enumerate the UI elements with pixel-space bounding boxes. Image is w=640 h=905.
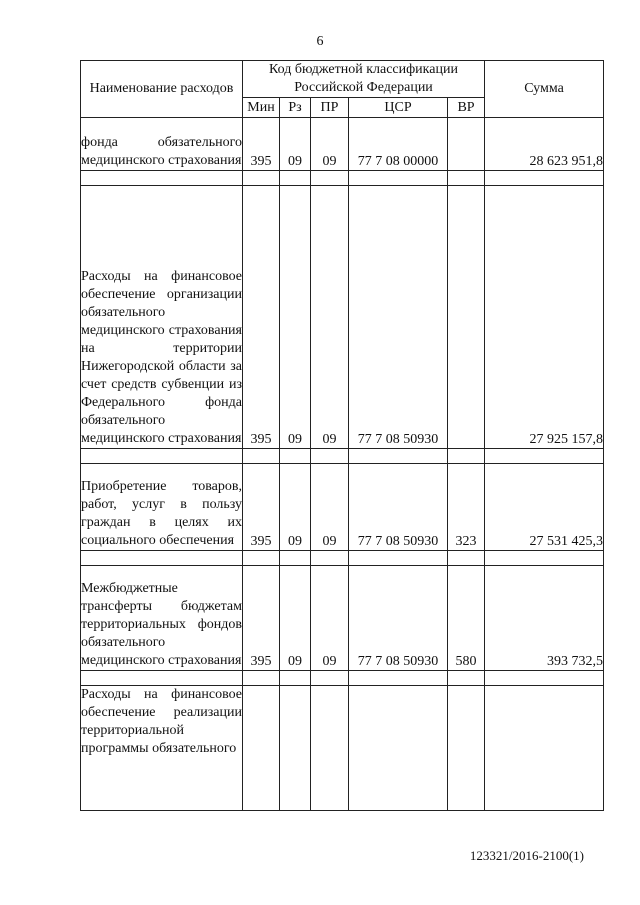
row-vr [448,186,485,449]
row-vr: 580 [448,566,485,671]
header-sum: Сумма [485,61,604,118]
row-min [243,686,280,811]
row-spacer [81,551,604,566]
row-min: 395 [243,464,280,551]
header-csr: ЦСР [349,98,448,118]
header-rz: Рз [280,98,311,118]
row-sum: 28 623 951,8 [485,118,604,171]
row-sum [485,686,604,811]
document-number: 123321/2016-2100(1) [469,848,584,863]
row-vr [448,118,485,171]
row-min: 395 [243,118,280,171]
row-spacer [81,449,604,464]
row-min: 395 [243,566,280,671]
row-min: 395 [243,186,280,449]
table-row [81,186,604,449]
row-name: Межбюджетные трансферты бюджетам территориальных фондов обязательного медицинского страхования [81,581,242,668]
row-sum: 27 925 157,8 [485,186,604,449]
row-pr: 09 [311,464,349,551]
header-name: Наименование расходов [81,61,243,118]
row-name: Приобретение товаров, работ, услуг в пользу граждан в целях их социального обеспечения [81,479,242,548]
header-pr: ПР [311,98,349,118]
row-csr [349,686,448,811]
row-csr: 77 7 08 50930 [349,464,448,551]
row-rz: 09 [280,464,311,551]
row-pr [311,686,349,811]
row-csr: 77 7 08 50930 [349,566,448,671]
row-name: Расходы на финансовое обеспечение организации обязательного медицинского страхования на территории Нижегородской области за счет средств субвенции из Федерального фонда обязательного медицинского страхования [81,269,242,446]
header-vr: ВР [448,98,485,118]
table-row [81,118,604,171]
row-spacer [81,171,604,186]
row-name: Расходы на финансовое обеспечение реализации территориальной программы обязательного [81,687,242,756]
row-pr: 09 [311,118,349,171]
row-pr: 09 [311,186,349,449]
row-vr: 323 [448,464,485,551]
row-name: фонда обязательного медицинского страхования [81,135,242,168]
row-vr [448,686,485,811]
table-row [81,686,604,811]
row-rz: 09 [280,118,311,171]
row-rz [280,686,311,811]
header-code-group: Код бюджетной классификации Российской Федерации [243,61,485,98]
header-min: Мин [243,98,280,118]
row-sum: 27 531 425,3 [485,464,604,551]
row-csr: 77 7 08 50930 [349,186,448,449]
row-sum: 393 732,5 [485,566,604,671]
row-rz: 09 [280,186,311,449]
table-row [81,464,604,551]
page-number: 6 [316,34,324,49]
budget-table [80,60,604,811]
row-spacer [81,671,604,686]
row-rz: 09 [280,566,311,671]
row-pr: 09 [311,566,349,671]
row-csr: 77 7 08 00000 [349,118,448,171]
table-row [81,566,604,671]
